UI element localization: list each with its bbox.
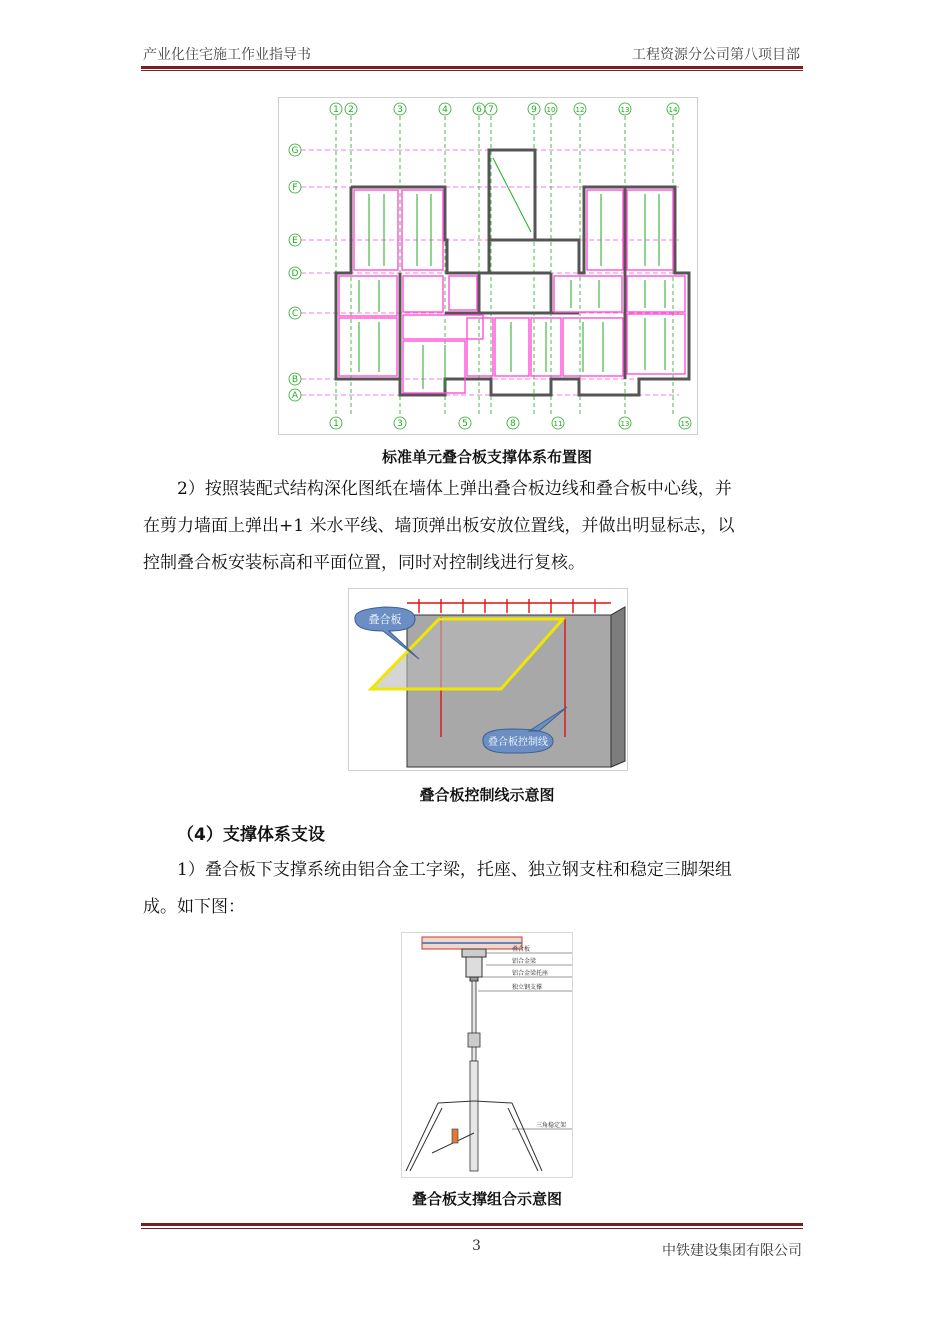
part-label: 铝合金梁托座 — [512, 970, 549, 977]
head-plate — [470, 977, 478, 981]
axis-bottom-label: 11 — [553, 420, 563, 428]
footer-rule — [141, 1223, 803, 1226]
header-right: 工程资源分公司第八项目部 — [632, 47, 800, 63]
wall-side — [611, 607, 625, 767]
paragraph-line: 2）按照装配式结构深化图纸在墙体上弹出叠合板边线和叠合板中心线，并 — [177, 479, 732, 499]
part-label: 叠合板 — [512, 946, 531, 953]
header-rule-thin — [141, 70, 803, 71]
support-assembly-figure — [401, 932, 573, 1178]
part-label: 三角稳定架 — [536, 1122, 567, 1129]
support-layout-plan-figure — [278, 97, 698, 435]
axis-bottom-label: 3 — [397, 419, 403, 429]
axis-top-label: 2 — [348, 105, 354, 115]
axis-top-label: 1 — [333, 105, 339, 115]
paragraph-line: 成。如下图： — [143, 897, 245, 917]
axis-top-label: 12 — [575, 106, 585, 114]
part-label: 独立钢支撑 — [512, 984, 543, 991]
axis-top-label: 3 — [397, 105, 403, 115]
axis-labels-bottom — [333, 419, 689, 429]
support-assembly-drawing — [402, 933, 572, 1177]
part-labels — [512, 945, 566, 1129]
axis-left-label: D — [291, 269, 299, 279]
axis-bottom-label: 1 — [333, 419, 339, 429]
floor-plan-drawing — [279, 98, 697, 434]
figure2-caption: 叠合板控制线示意图 — [419, 786, 555, 804]
label-leaders — [478, 953, 572, 1129]
axis-left-label: C — [291, 309, 299, 319]
figure3-caption: 叠合板支撑组合示意图 — [411, 1190, 562, 1208]
axis-bottom-label: 5 — [462, 419, 468, 429]
axis-left-label: A — [291, 391, 299, 401]
aluminum-beam — [462, 949, 486, 957]
axis-top-label: 7 — [488, 105, 494, 115]
axis-bottom-label: 15 — [680, 420, 690, 428]
axis-top-label: 9 — [531, 105, 537, 115]
axis-bottom-label: 13 — [620, 420, 630, 428]
axis-top-label: 14 — [668, 106, 678, 114]
steel-prop-outer — [470, 1061, 478, 1171]
tripod-clamp — [452, 1129, 458, 1143]
axis-left-label: E — [292, 236, 298, 246]
prop-adjuster — [468, 1033, 480, 1047]
header-left: 产业化住宅施工作业指导书 — [143, 47, 311, 63]
paragraph-line: 控制叠合板安装标高和平面位置，同时对控制线进行复核。 — [143, 553, 585, 573]
section-heading: （4）支撑体系支设 — [177, 825, 325, 845]
control-line-callout-label: 叠合板控制线 — [488, 737, 548, 748]
axis-left-label: B — [291, 375, 299, 385]
axis-left-label: F — [292, 183, 298, 193]
paragraph-support-system — [143, 852, 805, 926]
figure1-caption: 标准单元叠合板支撑体系布置图 — [381, 448, 592, 466]
axis-left-label: G — [291, 146, 299, 156]
steel-prop-inner — [472, 981, 476, 1061]
slab-callout-label: 叠合板 — [368, 613, 402, 626]
footer-company: 中铁建设集团有限公司 — [662, 1243, 802, 1259]
control-line-figure — [348, 588, 628, 771]
axis-labels-top — [333, 105, 678, 115]
axis-top-label: 6 — [476, 105, 482, 115]
part-label: 铝合金梁 — [512, 958, 537, 965]
axis-bottom-label: 8 — [510, 419, 516, 429]
paragraph-line: 1）叠合板下支撑系统由铝合金工字梁，托座、独立钢支柱和稳定三脚架组 — [177, 860, 732, 880]
header-rule — [141, 66, 803, 69]
footer-rule-thin — [141, 1228, 803, 1229]
axis-top-label: 4 — [442, 105, 448, 115]
paragraph-control-lines — [143, 471, 805, 582]
beam-support-head — [466, 957, 482, 977]
paragraph-line: 在剪力墙面上弹出+1 米水平线、墙顶弹出板安放位置线，并做出明显标志，以 — [143, 516, 735, 536]
axis-top-label: 10 — [546, 106, 556, 114]
control-line-drawing — [349, 589, 627, 770]
slab-outlines — [339, 190, 685, 393]
axis-top-label: 13 — [620, 106, 630, 114]
page-number: 3 — [472, 1238, 481, 1254]
